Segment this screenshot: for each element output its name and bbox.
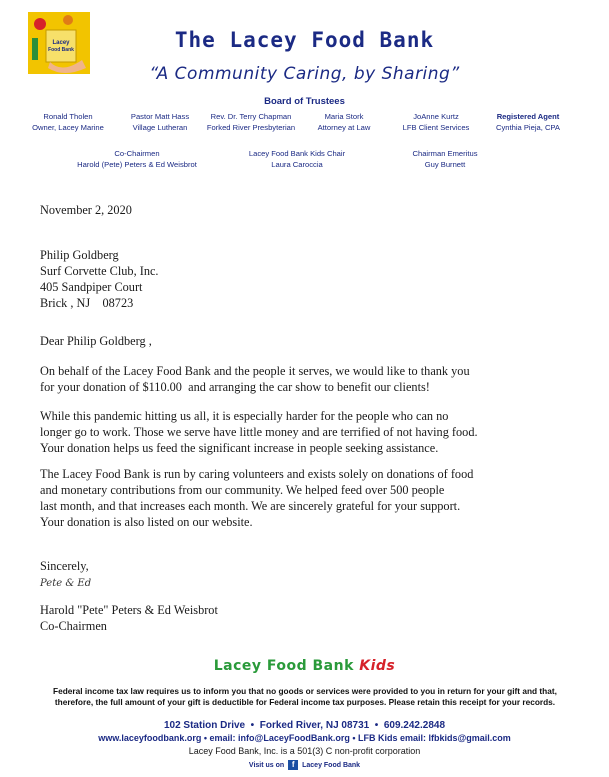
tax-notice-line: Federal income tax law requires us to inform you that no goods or services were provided to you in return for your gift and that, <box>53 686 557 696</box>
tax-notice <box>20 686 590 708</box>
organization-title: The Lacey Food Bank <box>174 28 435 52</box>
recipient-line: 405 Sandpiper Court <box>40 280 143 294</box>
organization-slogan: “A Community Caring, by Sharing” <box>149 64 460 84</box>
paragraph <box>40 363 580 395</box>
trustee-entry <box>386 111 486 133</box>
paragraph <box>40 466 580 530</box>
trustee-role: Harold (Pete) Peters & Ed Weisbrot <box>77 160 197 169</box>
paragraph-line: Your donation is also listed on our website. <box>40 515 253 529</box>
paragraph-line: Your donation helps us feed the significant increase in people seeking assistance. <box>40 441 439 455</box>
letter-date: November 2, 2020 <box>40 203 132 217</box>
signature: Pete & Ed <box>40 578 92 589</box>
trustee-entry <box>22 111 114 133</box>
footer-contacts: www.laceyfoodbank.org • email: info@LaceyFoodBank.org • LFB Kids email: lfbkids@gmail.com <box>98 733 511 743</box>
trustee-entry <box>114 111 206 133</box>
closing: Sincerely, <box>40 559 89 573</box>
signer-names: Harold "Pete" Peters & Ed Weisbrot <box>40 603 218 617</box>
kids-logo-suffix: Kids <box>359 658 396 674</box>
trustee-entry <box>62 148 212 170</box>
signer-title: Co-Chairmen <box>40 619 107 633</box>
trustee-name: Co-Chairmen <box>114 149 160 158</box>
trustee-entry <box>232 148 362 170</box>
recipient-line: Surf Corvette Club, Inc. <box>40 264 159 278</box>
recipient-line: Brick , NJ 08723 <box>40 296 134 310</box>
trustee-name: Registered Agent <box>496 112 560 121</box>
recipient-line: Philip Goldberg <box>40 248 119 262</box>
paragraph-line: The Lacey Food Bank is run by caring volunteers and exists solely on donations of food <box>40 467 474 481</box>
trustee-name: Lacey Food Bank Kids Chair <box>248 149 346 158</box>
footer-address: 102 Station Drive • Forked River, NJ 08731 • 609.242.2848 <box>163 720 446 731</box>
trustee-name: Ronald Tholen <box>43 112 93 121</box>
paragraph-line: While this pandemic hitting us all, it is especially harder for the people who can no <box>40 409 449 423</box>
kids-logo-main: Lacey Food Bank <box>213 658 354 674</box>
trustee-role: Attorney at Law <box>317 123 371 132</box>
trustee-role: LFB Client Services <box>402 123 470 132</box>
trustee-entry <box>196 111 306 133</box>
board-heading: Board of Trustees <box>264 96 345 107</box>
trustee-entry <box>395 148 495 170</box>
kids-logo <box>0 658 609 674</box>
trustee-role: Owner, Lacey Marine <box>32 123 104 132</box>
recipient-address <box>40 247 159 311</box>
trustee-name: Maria Stork <box>324 112 364 121</box>
trustee-name: Chairman Emeritus <box>412 149 478 158</box>
paragraph-line: last month, and that increases each month. We are sincerely grateful for your support. <box>40 499 461 513</box>
footer-nonprofit: Lacey Food Bank, Inc. is a 501(3) C non-profit corporation <box>188 746 421 756</box>
trustee-role: Village Lutheran <box>132 123 188 132</box>
trustee-name: Rev. Dr. Terry Chapman <box>210 112 292 121</box>
svg-text:Food Bank: Food Bank <box>48 47 74 53</box>
paragraph-line: and monetary contributions from our community. We helped feed over 500 people <box>40 483 445 497</box>
paragraph-line: longer go to work. Those we serve have little money and are terrified of not having food. <box>40 425 478 439</box>
svg-text:Lacey: Lacey <box>52 40 70 46</box>
trustee-role: Cynthia Pieja, CPA <box>495 123 560 132</box>
facebook-prefix: Visit us on <box>248 761 285 769</box>
paragraph <box>40 408 580 456</box>
facebook-icon: f <box>288 760 298 770</box>
trustee-entry <box>296 111 392 133</box>
paragraph-line: for your donation of $110.00 and arranging the car show to benefit our clients! <box>40 380 430 394</box>
trustee-name: JoAnne Kurtz <box>413 112 459 121</box>
salutation: Dear Philip Goldberg , <box>40 334 152 348</box>
trustee-name: Pastor Matt Hass <box>130 112 190 121</box>
footer-facebook <box>0 760 609 770</box>
trustee-entry <box>478 111 578 133</box>
trustee-role: Forked River Presbyterian <box>206 123 296 132</box>
tax-notice-line: therefore, the full amount of your gift is deductible for Federal income tax purposes. Please retain this receipt for your records. <box>54 697 556 707</box>
trustee-role: Laura Caroccia <box>271 160 323 169</box>
paragraph-line: On behalf of the Lacey Food Bank and the people it serves, we would like to thank you <box>40 364 470 378</box>
facebook-page-name: Lacey Food Bank <box>302 761 361 769</box>
trustee-role: Guy Burnett <box>424 160 466 169</box>
